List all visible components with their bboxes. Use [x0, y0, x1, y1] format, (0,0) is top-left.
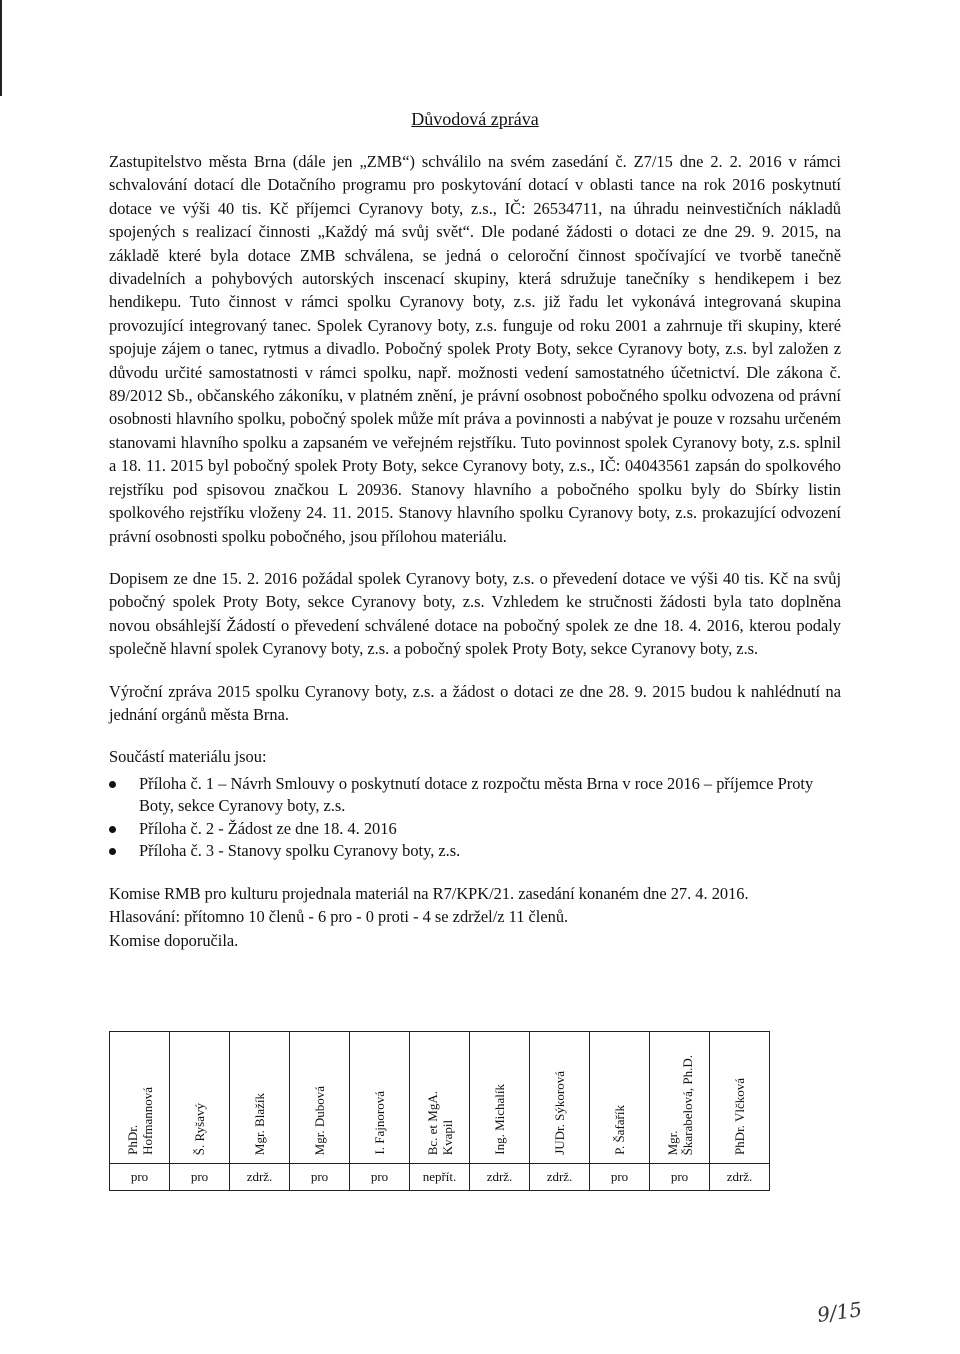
member-name: Mgr. Dubová [312, 1085, 327, 1155]
member-name: Bc. et MgA. Kvapil [424, 1090, 455, 1155]
vote-cell: zdrž. [230, 1164, 290, 1191]
member-cell [590, 1032, 650, 1164]
member-cell [530, 1032, 590, 1164]
member-cell [470, 1032, 530, 1164]
member-cell [410, 1032, 470, 1164]
recommendation: Komise doporučila. [109, 930, 239, 950]
handwritten-page-mark: 9/15 [815, 1296, 864, 1328]
member-cell [290, 1032, 350, 1164]
vote-cell: zdrž. [710, 1164, 770, 1191]
member-name: Š. Ryšavý [192, 1102, 207, 1155]
vote-cell: pro [110, 1164, 170, 1191]
member-name: P. Šafařík [612, 1105, 627, 1155]
vote-cell: pro [650, 1164, 710, 1191]
vote-cell: zdrž. [530, 1164, 590, 1191]
member-cell [170, 1032, 230, 1164]
commission-paragraph: Komise RMB pro kulturu projednala materiál na R7/KPK/21. zasedání konaném dne 27. 4. 2016. [109, 883, 749, 903]
vote-table-votes-row [110, 1164, 770, 1191]
attachment-item: Příloha č. 3 - Stanovy spolku Cyranovy boty, z.s. [109, 840, 841, 863]
member-cell [230, 1032, 290, 1164]
document-title: Důvodová zpráva [411, 109, 539, 129]
member-name: PhDr. Hofmannová [124, 1087, 155, 1155]
vote-cell: zdrž. [470, 1164, 530, 1191]
vote-table [109, 1031, 770, 1191]
attachments-heading: Součástí materiálu jsou: [109, 747, 267, 767]
vote-cell: pro [290, 1164, 350, 1191]
member-name: Mgr. Škarabelová, Ph.D. [664, 1054, 695, 1155]
paragraph-annual-report: Výroční zpráva 2015 spolku Cyranovy boty, z.s. a žádost o dotaci ze dne 28. 9. 2015 budou k nahlédnutí na jednání orgánů města Brna. [109, 681, 841, 724]
vote-cell: pro [350, 1164, 410, 1191]
vote-cell: pro [590, 1164, 650, 1191]
paragraph-main: Zastupitelstvo města Brna (dále jen „ZMB“) schválilo na svém zasedání č. Z7/15 dne 2. 2. 2016 v rámci schvalování dotací dle Dotačního programu pro poskytování dotací v oblasti tance na rok 2016 poskytnutí dotace ve výši 40 tis. Kč příjemci Cyranovy boty, z.s., IČ: 26534711, na úhradu neinvestičních nákladů spojených s realizací činnosti „Každý má svůj svět“. Dle podané žádosti o dotaci ze dne 29. 9. 2015, na základě které byla dotace ZMB schválena, se jedná o celoroční činnost spočívající ve tvorbě tanečně divadelních a pohybových autorských inscenací skupiny, která sdružuje tanečníky s hendikepem i bez hendikepu. Tuto činnost v rámci spolku Cyranovy boty, z.s. již řadu let vykonává integrovaná skupina provozující integrovaný tanec. Spolek Cyranovy boty, z.s. funguje od roku 2001 a zahrnuje tři skupiny, které spojuje zájem o tanec, rytmus a divadlo. Pobočný spolek Proty Boty, sekce Cyranovy boty, z.s. byl založen z důvodu určité samostatnosti v rámci spolku, např. možnosti vedení samostatného účetnictví. Dle zákona č. 89/2012 Sb., občanského zákoníku, v platném znění, je právní osobnost pobočného spolku odvozena od právní osobnosti hlavního spolku, pobočný spolek může mít práva a povinnosti a nabývat je pouze v rozsahu určeném stanovami hlavního spolku a zapsaném ve veřejném rejstříku. Tuto povinnost spolek Cyranovy boty, z.s. splnil a 18. 11. 2015 byl pobočný spolek Proty Boty, sekce Cyranovy boty, z.s., IČ: 04043561 zapsán do spolkového rejstříku pod spisovou značkou L 20936. Stanovy hlavního a pobočného spolku byly do Sbírky listin spolkového rejstříku vloženy 24. 11. 2015. Stanovy hlavního spolku Cyranovy boty, z.s. prokazující odvození právní osobnosti spolku pobočného, jsou přílohou materiálu. [109, 152, 841, 546]
attachment-item: Příloha č. 2 - Žádost ze dne 18. 4. 2016 [109, 818, 841, 841]
member-name: JUDr. Sýkorová [552, 1071, 567, 1155]
attachment-item: Příloha č. 1 – Návrh Smlouvy o poskytnutí dotace z rozpočtu města Brna v roce 2016 – příjemce Proty Boty, sekce Cyranovy boty, z.s. [109, 773, 841, 818]
vote-table-names-row [110, 1032, 770, 1164]
voting-line: Hlasování: přítomno 10 členů - 6 pro - 0 proti - 4 se zdržel/z 11 členů. [109, 907, 569, 927]
member-name: Mgr. Blažík [252, 1092, 267, 1155]
attachments-list [109, 773, 841, 863]
scan-edge-line [0, 0, 2, 96]
member-name: PhDr. Vlčková [732, 1077, 747, 1155]
member-cell [350, 1032, 410, 1164]
member-cell [650, 1032, 710, 1164]
member-cell [710, 1032, 770, 1164]
member-cell [110, 1032, 170, 1164]
vote-cell: pro [170, 1164, 230, 1191]
vote-cell: nepřít. [410, 1164, 470, 1191]
document-body [109, 108, 841, 952]
paragraph-request: Dopisem ze dne 15. 2. 2016 požádal spolek Cyranovy boty, z.s. o převedení dotace ve výši 40 tis. Kč na svůj pobočný spolek Proty Boty, sekce Cyranovy boty, z.s. Vzhledem ke stručnosti žádosti byla tato doplněna novou obsáhlejší Žádostí o převedení schválené dotace na pobočný spolek ze dne 18. 4. 2016, kterou podaly společně hlavní spolek Cyranovy boty, z.s. a pobočný spolek Proty Boty, sekce Cyranovy boty, z.s. [109, 568, 841, 659]
member-name: I. Fajnorová [372, 1091, 387, 1155]
member-name: Ing. Michalík [492, 1084, 507, 1155]
